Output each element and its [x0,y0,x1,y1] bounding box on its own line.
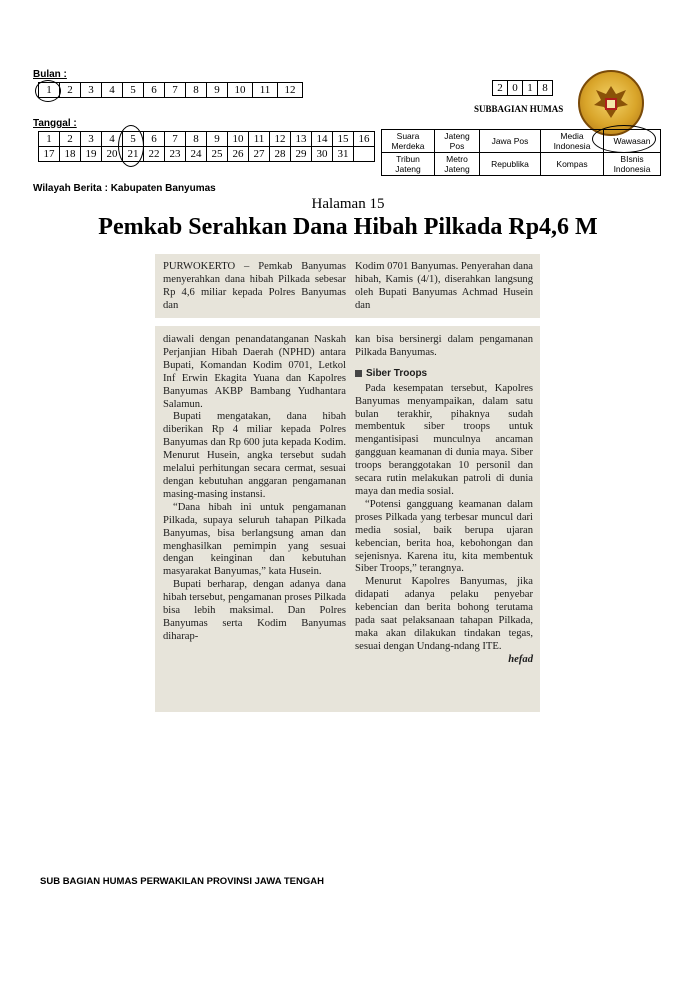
month-cell: 10 [228,83,253,98]
month-cell: 4 [102,83,123,98]
month-cell: 6 [144,83,165,98]
date-cell: 17 [39,147,60,162]
year-digit: 0 [508,81,523,96]
wilayah-berita: Wilayah Berita : Kabupaten Banyumas [33,183,216,194]
date-cell: 7 [165,132,186,147]
month-cell: 1 [39,83,60,98]
selected-month-circle [35,80,61,102]
date-cell: 3 [81,132,102,147]
date-cell [354,147,375,162]
date-cell: 15 [333,132,354,147]
paragraph: Pada kesempatan tersebut, Kapolres Banyumas menyampaikan, dalam satu bulan terakhir, pihaknya sudah membentuk siber troops untuk mengantisipasi munculnya ancaman gangguan keamanan di dunia maya. Siber troops beranggotakan 10 personil dan secara rutin melakukan patroli di dunia maya dan media sosial. [355,382,533,497]
clipping-top [155,254,540,318]
month-cell: 2 [60,83,81,98]
column-right [355,334,533,667]
subheading [355,368,533,381]
date-cell: 30 [312,147,333,162]
date-cell: 21 [123,147,144,162]
date-cell: 29 [291,147,312,162]
date-cell: 31 [333,147,354,162]
media-cell: Tribun Jateng [382,153,435,176]
media-cell: Republika [480,153,541,176]
paragraph: diawali dengan penandatanganan Naskah Perjanjian Hibah Daerah (NPHD) antara Bupati, Komandan Kodim 0701, Letkol Inf Erwin Ekagita Yuana dan Kapolres Banyumas AKBP Bambang Yudhantara Salamun. [163,334,346,410]
month-cell: 8 [186,83,207,98]
date-cell: 24 [186,147,207,162]
bulan-label: Bulan : [33,69,67,80]
paragraph: “Potensi gangguang keamanan dalam proses Pilkada yang terbesar muncul dari media sosial, baik berupa ujaran kebencian, berita hoa, kebohongan dan sejenisnya. Karena itu, kita membentuk Siber Troops,” terangnya. [355,498,533,575]
lead-paragraph-left: PURWOKERTO – Pemkab Banyumas menyerahkan dana hibah Pilkada sebesar Rp 4,6 miliar kepada Polres Banyumas dan [163,261,346,311]
date-cell: 1 [39,132,60,147]
date-cell: 5 [123,132,144,147]
year-digit: 8 [538,81,553,96]
date-cell: 23 [165,147,186,162]
square-bullet-icon [355,370,362,377]
date-cell: 8 [186,132,207,147]
media-cell: Wawasan [604,130,661,153]
date-cell: 25 [207,147,228,162]
paragraph: Menurut Kapolres Banyumas, jika didapati adanya pelaku penyebar kebencian dan berita bohong terutama pada saat pelaksanaan tahapan Pilkada, maka akan dilakukan tindakan tegas, sesuai dengan Undang-ndang ITE. [355,576,533,652]
date-cell: 10 [228,132,249,147]
paragraph: kan bisa bersinergi dalam pengamanan Pilkada Banyumas. [355,334,533,358]
date-cell: 6 [144,132,165,147]
month-cell: 12 [278,83,303,98]
date-cell: 9 [207,132,228,147]
paragraph: Bupati berharap, dengan adanya dana hibah tersebut, pengamanan proses Pilkada bisa lebih maksimal. Dan Polres Banyumas serta Kodim Banyumas diharap- [163,579,346,642]
clipping-body [155,326,540,712]
paragraph: Bupati mengatakan, dana hibah diberikan Rp 4 miliar kepada Polres Banyumas dan Rp 600 juta kepada Kodim. Menurut Husein, angka tersebut sudah melalui perhitungan secara cermat, sesuai dengan kebutuhan anggaran pengamanan masing-masing instansi. [163,411,346,500]
month-cell: 9 [207,83,228,98]
month-cell: 7 [165,83,186,98]
date-cell: 27 [249,147,270,162]
month-cell: 11 [253,83,278,98]
headline: Pemkab Serahkan Dana Hibah Pilkada Rp4,6 M [98,214,598,240]
subheading-text: Siber Troops [366,367,428,379]
date-cell: 22 [144,147,165,162]
media-cell: Metro Jateng [435,153,480,176]
month-cell: 3 [81,83,102,98]
month-grid [38,82,303,98]
tanggal-label: Tanggal : [33,118,77,129]
footer-text: SUB BAGIAN HUMAS PERWAKILAN PROVINSI JAWA TENGAH [40,876,324,887]
date-cell: 19 [81,147,102,162]
date-cell: 28 [270,147,291,162]
media-cell: Kompas [541,153,604,176]
date-cell: 11 [249,132,270,147]
date-cell: 14 [312,132,333,147]
column-left [163,334,346,644]
year-digit: 2 [493,81,508,96]
year-digit: 1 [523,81,538,96]
date-cell: 20 [102,147,123,162]
media-cell: Jateng Pos [435,130,480,153]
page-number: Halaman 15 [311,196,385,212]
byline: hefad [508,653,533,665]
date-cell: 16 [354,132,375,147]
selected-date-circle [118,125,144,167]
media-cell: BIsnis Indonesia [604,153,661,176]
subbagian-title: SUBBAGIAN HUMAS [474,104,564,114]
selected-media-circle [592,125,656,153]
date-cell: 13 [291,132,312,147]
date-cell: 12 [270,132,291,147]
media-cell: Jawa Pos [480,130,541,153]
month-cell: 5 [123,83,144,98]
media-cell: Media Indonesia [541,130,604,153]
date-cell: 26 [228,147,249,162]
lead-paragraph-right: Kodim 0701 Banyumas. Penyerahan dana hibah, Kamis (4/1), diserahkan langsung oleh Bupati Banyumas Achmad Husein dan [355,261,533,311]
date-cell: 2 [60,132,81,147]
paragraph: “Dana hibah ini untuk pengamanan Pilkada, supaya seluruh tahapan Pilkada Banyumas, bisa berlangsung aman dan menghasilkan pemimpin yang sesuai dengan keinginan dan kebutuhan masyarakat Banyumas,” kata Husein. [163,501,346,578]
date-grid [38,131,375,162]
date-cell: 4 [102,132,123,147]
year-grid [492,80,553,96]
date-cell: 18 [60,147,81,162]
media-cell: Suara Merdeka [382,130,435,153]
